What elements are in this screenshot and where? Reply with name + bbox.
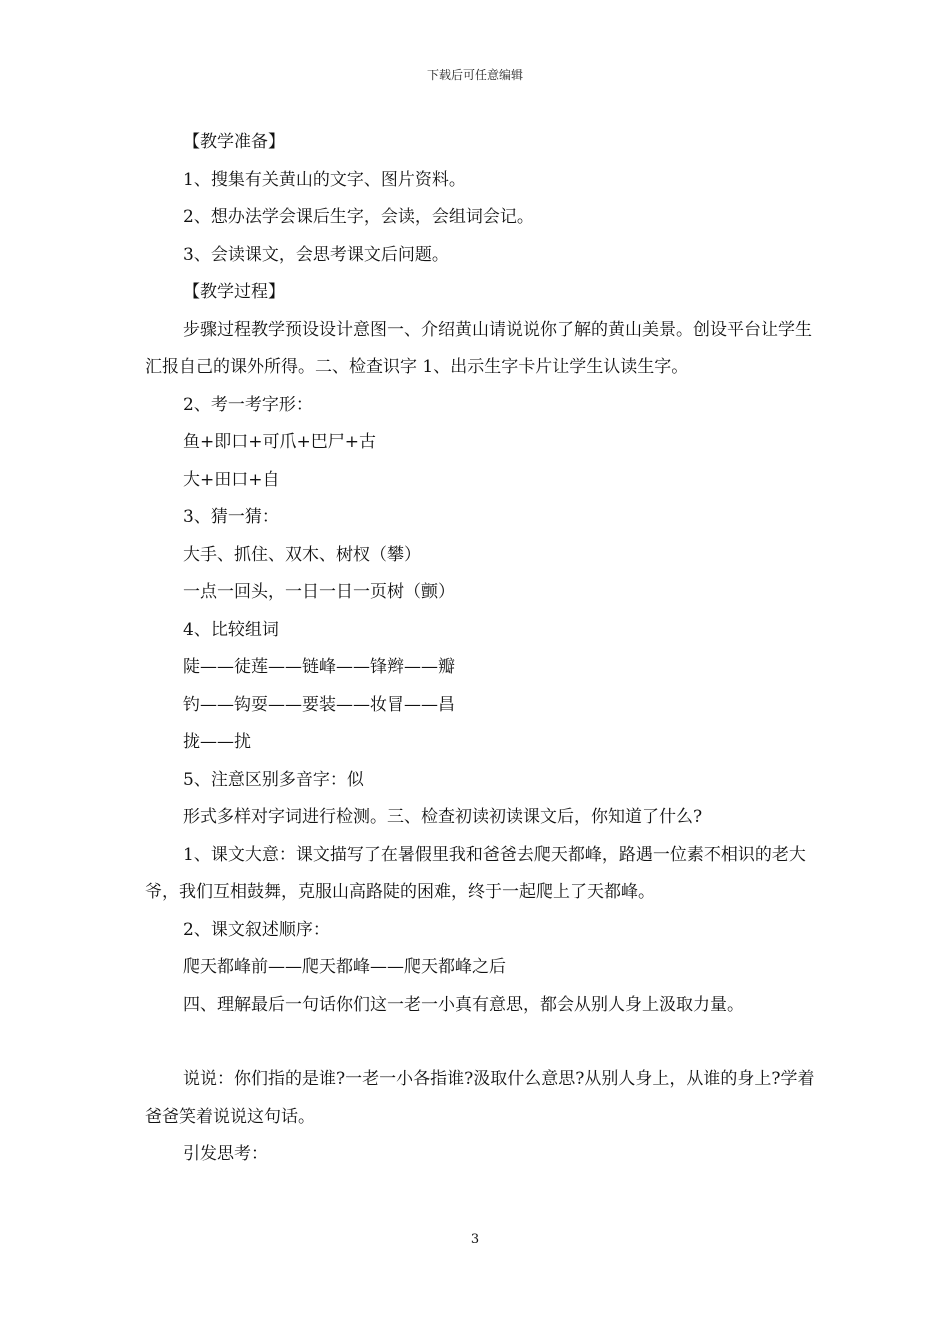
paragraph: 2、课文叙述顺序： xyxy=(183,919,330,940)
heading-teaching-preparation: 【教学准备】 xyxy=(183,132,285,152)
paragraph: 鱼+即口+可爪+巴尸+古 xyxy=(183,432,376,452)
paragraph: 拢——扰 xyxy=(183,732,251,752)
paragraph: 引发思考： xyxy=(183,1144,268,1164)
page-number: 3 xyxy=(470,1232,480,1247)
paragraph: 2、考一考字形： xyxy=(183,394,313,415)
paragraph: 大+田口+自 xyxy=(183,469,280,490)
paragraph: 3、猜一猜： xyxy=(183,507,279,527)
paragraph: 爬天都峰前——爬天都峰——爬天都峰之后 xyxy=(183,957,506,977)
paragraph: 步骤过程教学预设设计意图一、介绍黄山请说说你了解的黄山美景。创设平台让学生汇报自己的课外所得。二、检查识字 1、出示生字卡片让学生认读生字。 xyxy=(145,319,812,377)
page-header: 下载后可任意编辑 xyxy=(426,68,523,82)
heading-teaching-process: 【教学过程】 xyxy=(183,282,285,302)
paragraph: 陡——徒莲——链峰——锋辫——瓣 xyxy=(183,657,455,677)
paragraph: 钓——钩耍——要装——妆冒——昌 xyxy=(183,694,455,715)
paragraph: 一点一回头，一日一日一页树（颤） xyxy=(183,582,455,602)
paragraph: 1、搜集有关黄山的文字、图片资料。 xyxy=(183,169,466,190)
paragraph: 5、注意区别多音字：似 xyxy=(183,769,364,790)
paragraph: 2、想办法学会课后生字，会读，会组词会记。 xyxy=(183,207,534,227)
paragraph: 四、理解最后一句话你们这一老一小真有意思，都会从别人身上汲取力量。 xyxy=(183,994,744,1015)
paragraph: 4、比较组词 xyxy=(183,619,279,640)
paragraph: 1、课文大意：课文描写了在暑假里我和爸爸去爬天都峰，路遇一位素不相识的老大爷，我们互相鼓舞，克服山高路陡的困难，终于一起爬上了天都峰。 xyxy=(145,844,806,902)
paragraph: 大手、抓住、双木、树杈（攀） xyxy=(183,544,421,565)
blank-line xyxy=(145,1024,825,1061)
paragraph: 3、会读课文，会思考课文后问题。 xyxy=(183,244,449,265)
paragraph: 形式多样对字词进行检测。三、检查初读初读课文后，你知道了什么? xyxy=(183,807,703,827)
document-body xyxy=(145,124,825,1174)
paragraph: 说说：你们指的是谁?一老一小各指谁?汲取什么意思?从别人身上，从谁的身上?学着爸爸笑着说说这句话。 xyxy=(145,1069,815,1127)
